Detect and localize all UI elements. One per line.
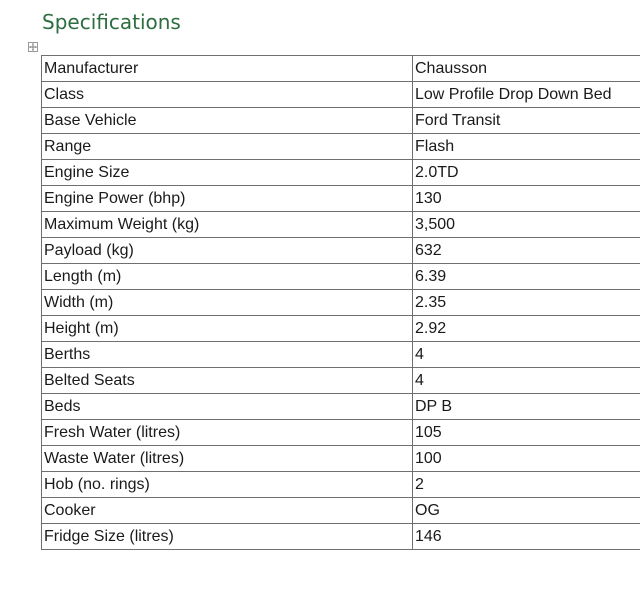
table-row [42,446,640,472]
table-row [42,498,640,524]
spec-value: 2 [413,472,640,498]
spec-label: Base Vehicle [42,108,413,134]
spec-value: 2.35 [413,290,640,316]
spec-label: Class [42,82,413,108]
spec-label: Belted Seats [42,368,413,394]
spec-label: Fresh Water (litres) [42,420,413,446]
table-row [42,238,640,264]
table-row [42,160,640,186]
spec-value: 632 [413,238,640,264]
table-row [42,394,640,420]
spec-value: 105 [413,420,640,446]
spec-value: OG [413,498,640,524]
spec-value: 3,500 [413,212,640,238]
specifications-table [41,55,640,550]
spec-label: Beds [42,394,413,420]
page-title: Specifications [42,10,181,34]
spec-label: Engine Size [42,160,413,186]
table-row [42,290,640,316]
spec-label: Waste Water (litres) [42,446,413,472]
table-row [42,186,640,212]
table-row [42,472,640,498]
spec-value: 6.39 [413,264,640,290]
spec-value: 4 [413,368,640,394]
table-row [42,342,640,368]
spec-label: Range [42,134,413,160]
table-row [42,134,640,160]
spec-label: Fridge Size (litres) [42,524,413,550]
table-row [42,316,640,342]
spec-label: Berths [42,342,413,368]
table-row [42,420,640,446]
spec-value: 130 [413,186,640,212]
spec-label: Width (m) [42,290,413,316]
spec-label: Length (m) [42,264,413,290]
spec-value: DP B [413,394,640,420]
spec-label: Maximum Weight (kg) [42,212,413,238]
spec-value: Chausson [413,56,640,82]
move-arrows-icon[interactable] [28,42,38,52]
move-arrows-glyph [29,43,37,51]
table-row [42,108,640,134]
spec-label: Hob (no. rings) [42,472,413,498]
spec-value: 146 [413,524,640,550]
spec-value: Ford Transit [413,108,640,134]
table-row [42,264,640,290]
spec-label: Cooker [42,498,413,524]
spec-value: Low Profile Drop Down Bed [413,82,640,108]
table-row [42,82,640,108]
spec-value: 2.92 [413,316,640,342]
spec-value: 2.0TD [413,160,640,186]
spec-label: Height (m) [42,316,413,342]
table-row [42,368,640,394]
table-row [42,524,640,550]
table-row [42,56,640,82]
spec-value: 4 [413,342,640,368]
spec-label: Manufacturer [42,56,413,82]
spec-label: Payload (kg) [42,238,413,264]
table-row [42,212,640,238]
spec-value: Flash [413,134,640,160]
spec-label: Engine Power (bhp) [42,186,413,212]
spec-value: 100 [413,446,640,472]
